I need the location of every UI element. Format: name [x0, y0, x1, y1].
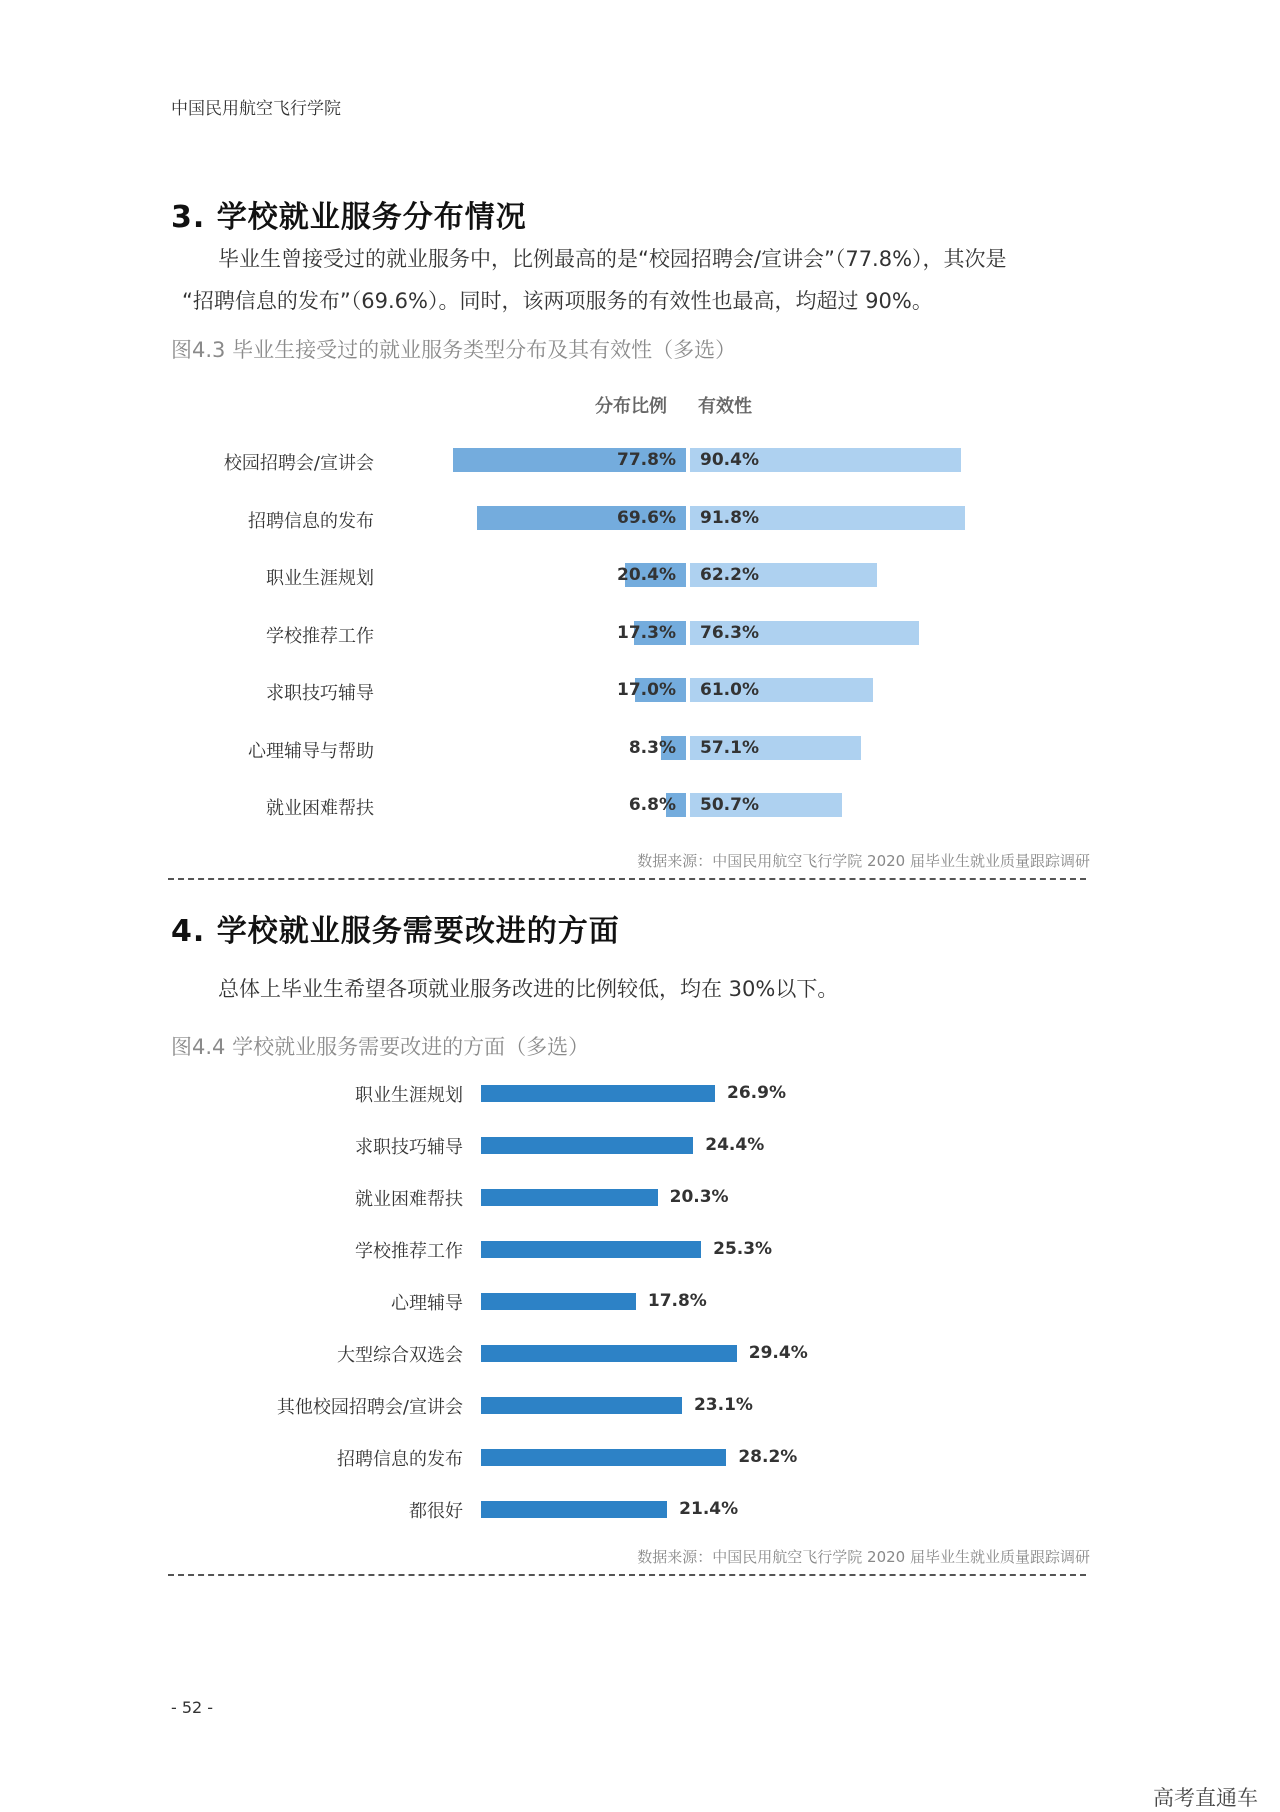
bar	[481, 1189, 658, 1206]
data-label-distribution: 6.8%	[628, 795, 676, 815]
category-label: 求职技巧辅导	[266, 683, 374, 704]
data-label-distribution: 77.8%	[617, 450, 676, 470]
category-label: 其他校园招聘会/宣讲会	[276, 1397, 463, 1418]
category-label: 学校推荐工作	[266, 625, 374, 647]
bar	[481, 1085, 715, 1102]
page-number: - 52 -	[171, 1698, 214, 1717]
data-label: 17.8%	[647, 1291, 707, 1311]
category-label: 求职技巧辅导	[355, 1137, 463, 1158]
figure-4-4-source: 数据来源：中国民用航空飞行学院 2020 届毕业生就业质量跟踪调研	[637, 1548, 1090, 1566]
category-label: 就业困难帮扶	[266, 798, 374, 819]
data-label-distribution: 20.4%	[617, 565, 676, 585]
data-label-distribution: 17.0%	[617, 680, 676, 700]
section-4-title: 4. 学校就业服务需要改进的方面	[171, 914, 620, 949]
divider	[168, 1574, 1086, 1576]
data-label: 21.4%	[679, 1499, 739, 1519]
data-label-effectiveness: 90.4%	[700, 450, 759, 470]
data-label-distribution: 69.6%	[617, 507, 676, 528]
data-label: 26.9%	[727, 1083, 786, 1103]
bar	[481, 1137, 693, 1154]
data-label-effectiveness: 91.8%	[700, 507, 759, 528]
bar	[481, 1293, 636, 1310]
bar	[481, 1449, 726, 1466]
series-header-distribution: 分布比例	[595, 396, 667, 417]
data-label-effectiveness: 62.2%	[700, 565, 759, 585]
bar	[481, 1345, 737, 1362]
running-header: 中国民用航空飞行学院	[171, 99, 341, 119]
category-label: 学校推荐工作	[355, 1241, 463, 1262]
category-label: 心理辅导与帮助	[248, 740, 374, 762]
data-label-effectiveness: 76.3%	[700, 622, 759, 643]
category-label: 职业生涯规划	[355, 1085, 463, 1106]
figure-4-3-caption: 图4.3 毕业生接受过的就业服务类型分布及其有效性（多选）	[171, 338, 737, 362]
data-label: 28.2%	[738, 1447, 798, 1467]
section-3-paragraph-line1: 毕业生曾接受过的就业服务中，比例最高的是“校园招聘会/宣讲会”（77.8%），其次是	[218, 247, 1007, 271]
section-3-title: 3. 学校就业服务分布情况	[171, 200, 527, 235]
category-label: 都很好	[409, 1501, 463, 1522]
figure-4-4-caption: 图4.4 学校就业服务需要改进的方面（多选）	[171, 1035, 590, 1059]
data-label: 25.3%	[713, 1239, 773, 1259]
section-4-paragraph: 总体上毕业生希望各项就业服务改进的比例较低，均在 30%以下。	[218, 977, 839, 1001]
series-header-effectiveness: 有效性	[698, 396, 752, 417]
divider	[168, 878, 1086, 880]
data-label-distribution: 8.3%	[628, 737, 676, 758]
category-label: 招聘信息的发布	[248, 510, 374, 532]
data-label: 24.4%	[705, 1135, 765, 1155]
bar	[481, 1397, 682, 1414]
bar	[481, 1501, 667, 1518]
data-label-distribution: 17.3%	[617, 622, 676, 643]
category-label: 大型综合双选会	[337, 1345, 463, 1366]
category-label: 校园招聘会/宣讲会	[223, 453, 374, 474]
data-label: 23.1%	[693, 1395, 753, 1415]
category-label: 就业困难帮扶	[355, 1189, 463, 1210]
data-label-effectiveness: 61.0%	[700, 680, 759, 700]
data-label-effectiveness: 57.1%	[700, 737, 759, 758]
data-label: 29.4%	[748, 1343, 808, 1363]
bar	[481, 1241, 701, 1258]
data-label-effectiveness: 50.7%	[700, 795, 759, 815]
figure-4-3-source: 数据来源：中国民用航空飞行学院 2020 届毕业生就业质量跟踪调研	[637, 852, 1090, 870]
section-3-paragraph-line2: “招聘信息的发布”（69.6%）。同时，该两项服务的有效性也最高，均超过 90%。	[182, 289, 933, 313]
data-label: 20.3%	[669, 1187, 729, 1207]
category-label: 职业生涯规划	[266, 568, 374, 589]
watermark: 高考直通车	[1153, 1786, 1258, 1810]
category-label: 招聘信息的发布	[337, 1449, 463, 1470]
category-label: 心理辅导	[391, 1293, 463, 1314]
